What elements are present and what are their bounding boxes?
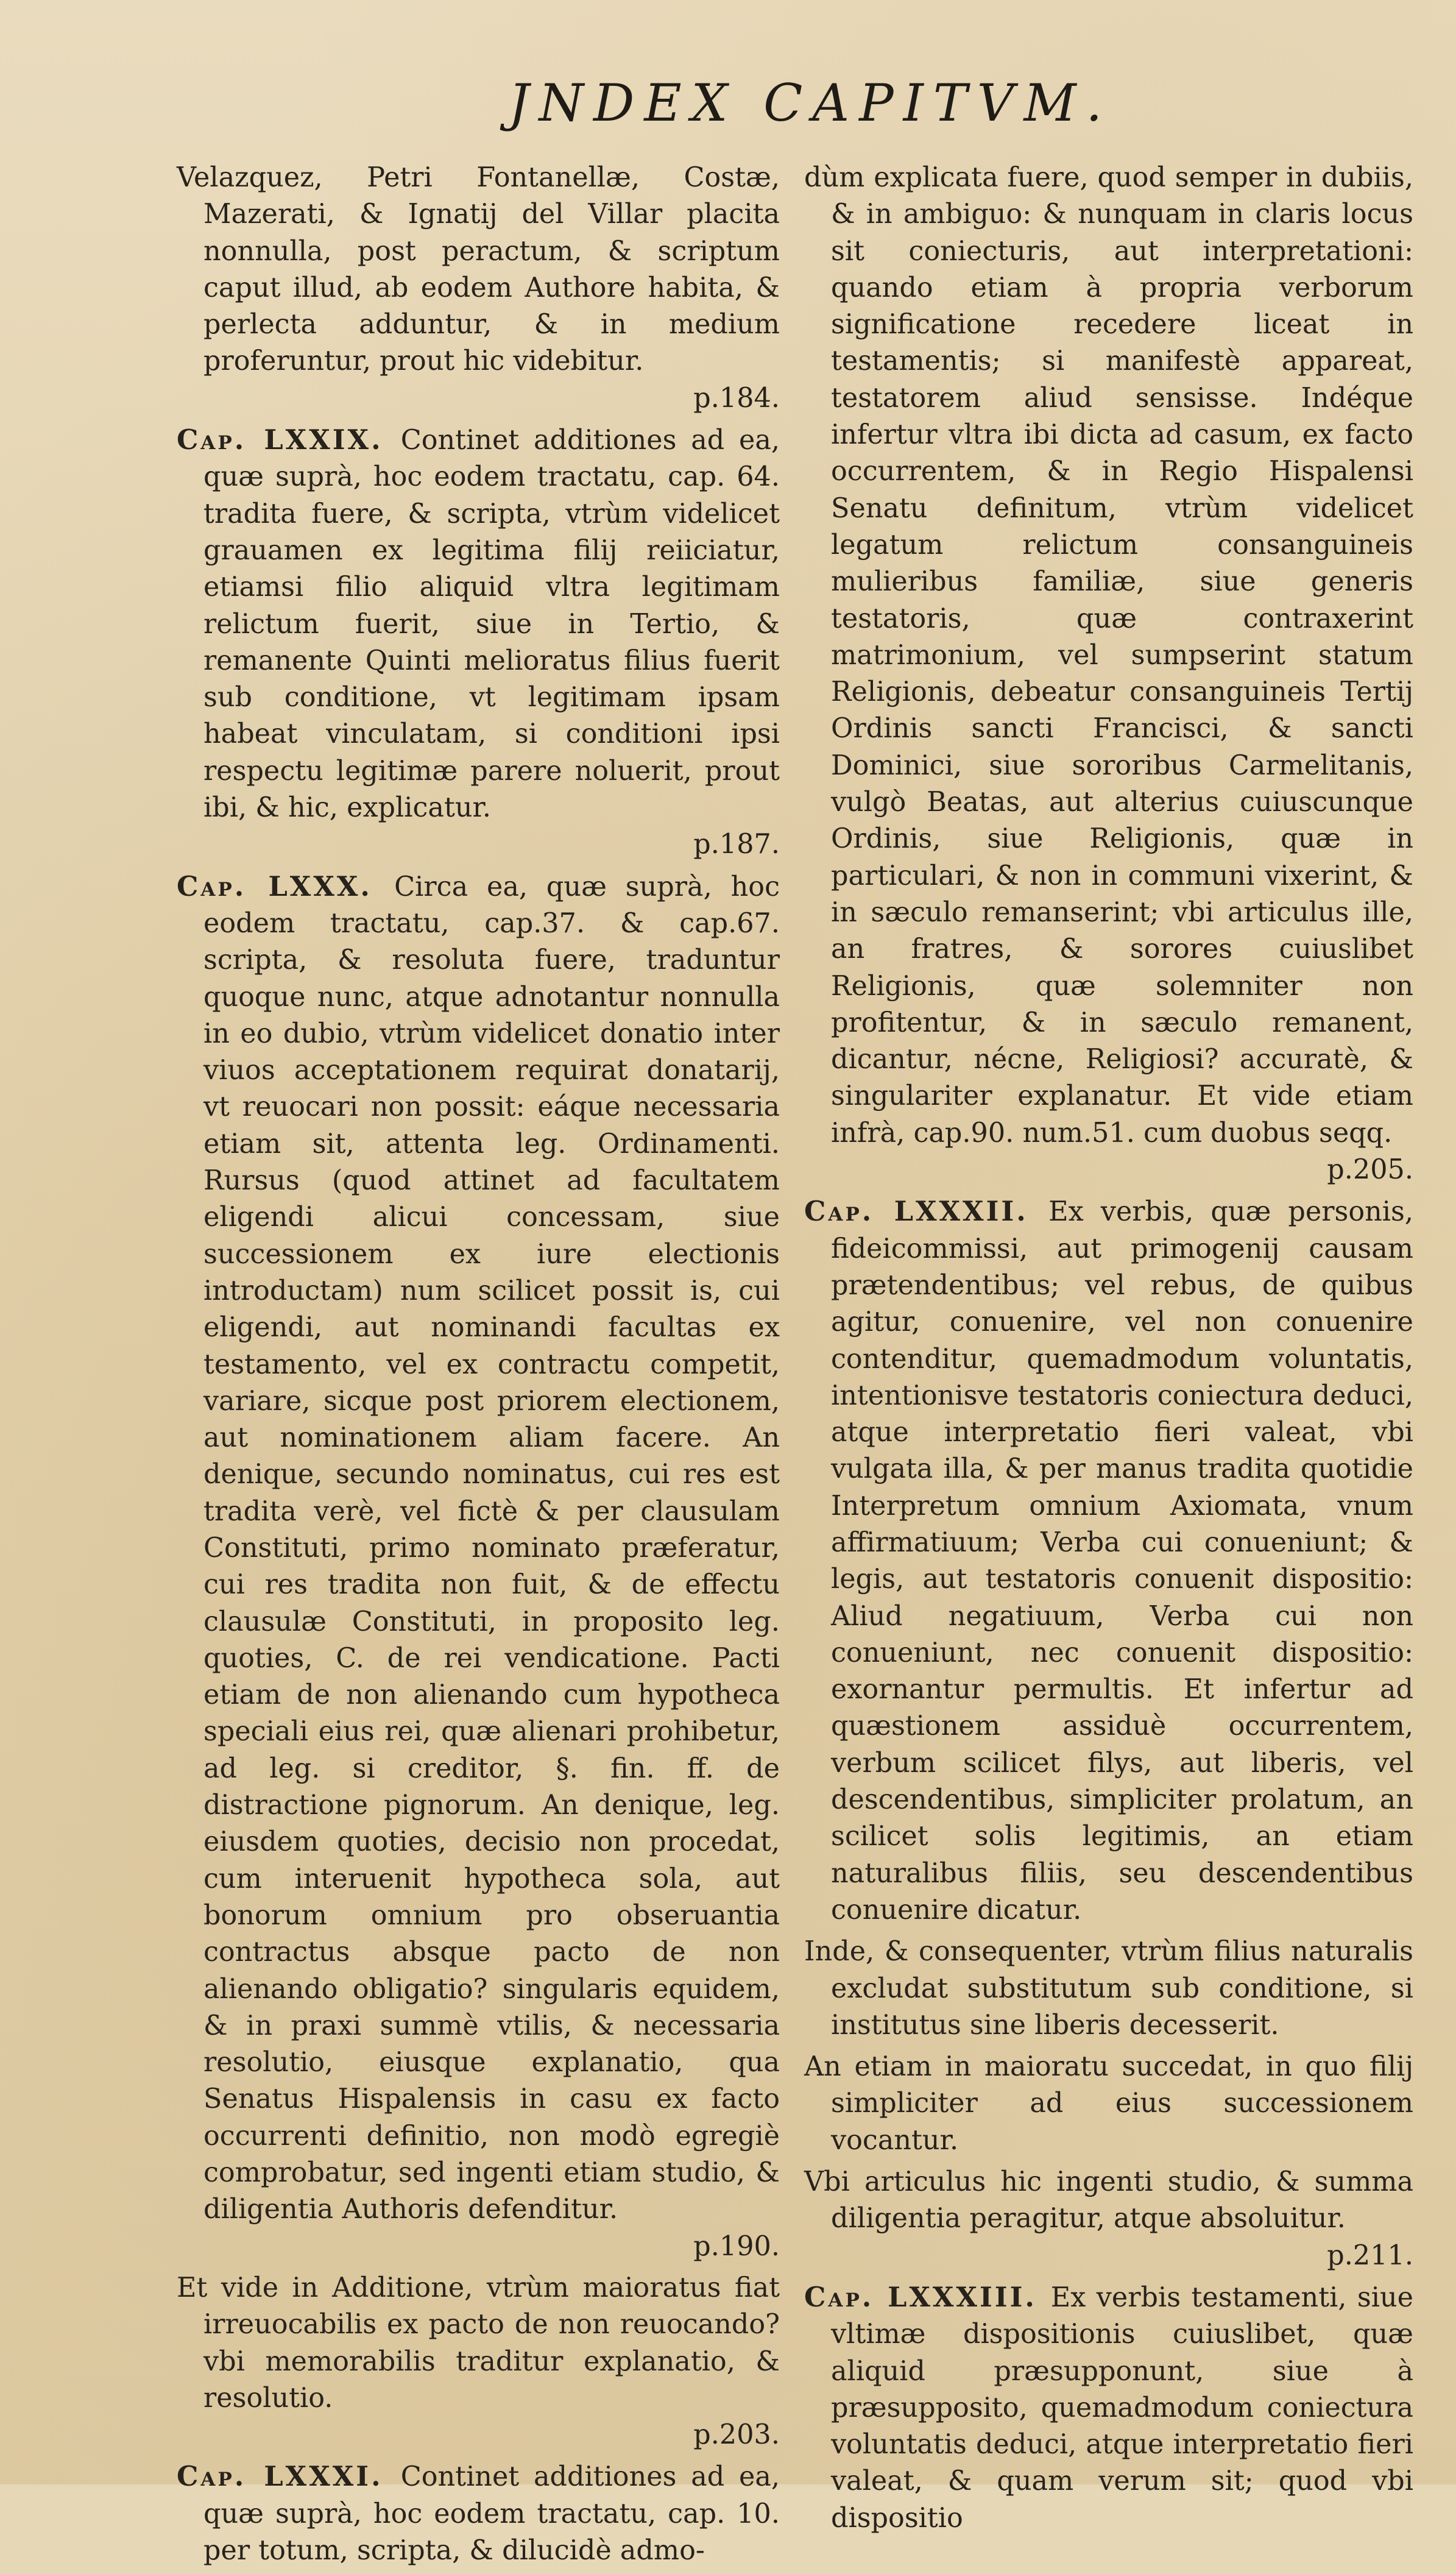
index-entry xyxy=(804,1193,1413,1929)
entry-text: Vbi articulus hic ingenti studio, & summa diligentia peragitur, atque absoluitur. xyxy=(804,2166,1413,2235)
entry-head: Cap. LXXXII. xyxy=(804,1196,1049,1228)
index-entry xyxy=(177,2270,780,2453)
entry-page-number: p.205. xyxy=(1327,1154,1413,1186)
entry-text: Continet additiones ad ea, quæ suprà, hoc eodem tractatu, cap. 64. tradita fuere, & scripta, vtrùm videlicet grauamen ex legitima filij reiiciatur, etiamsi filio aliquid vltra legitimam relictum fuerit, siue in Tertio, & remanente Quinti melioratus filius fuerit sub conditione, vt legitimam ipsam habeat vinculatam, si conditioni ipsi respectu legitimæ parere noluerit, prout ibi, & hic, explicatur. xyxy=(203,425,780,824)
index-entry xyxy=(804,2049,1413,2159)
entry-text: Continet additiones ad ea, quæ suprà, hoc eodem tractatu, cap. 10. per totum, scripta, & dilucidè admo- xyxy=(203,2461,780,2566)
entry-page-number: p.190. xyxy=(693,2230,780,2262)
entry-text: dùm explicata fuere, quod semper in dubiis, & in ambiguo: & nunquam in claris locus sit coniecturis, aut interpretationi: quando etiam à propria verborum significatione recedere liceat in testamentis; si manifestè appareat, testatorem aliud sensisse. Indéque infertur vltra ibi dicta ad casum, ex facto occurrentem, & in Regio Hispalensi Senatu definitum, vtrùm videlicet legatum relictum consanguineis mulieribus familiæ, siue generis testatoris, quæ contraxerint matrimonium, vel sumpserint statum Religionis, debeatur consanguineis Tertij Ordinis sancti Francisci, & sancti Dominici, siue sororibus Carmelitanis, vulgò Beatas, aut alterius cuiuscunque Ordinis, siue Religionis, quæ in particulari, & non in communi vixerint, & in sæculo remanserint; vbi articulus ille, an fratres, & sorores cuiuslibet Religionis, quæ solemniter non profitentur, & in sæculo remanent, dicantur, nécne, Religiosi? accuratè, & singulariter explanatur. Et vide etiam infrà, cap.90. num.51. cum duobus seqq. xyxy=(804,162,1413,1149)
index-entry xyxy=(177,160,780,417)
entry-text: Circa ea, quæ suprà, hoc eodem tractatu, cap.37. & cap.67. scripta, & resoluta fuere, traduntur quoque nunc, atque adnotantur nonnulla in eo dubio, vtrùm videlicet donatio inter viuos acceptationem requirat donatarij, vt reuocari non possit: eáque necessaria etiam sit, attenta leg. Ordinamenti. Rursus (quod attinet ad facultatem eligendi alicui concessam, siue successionem ex iure electionis introductam) num scilicet possit is, cui eligendi, aut nominandi facultas ex testamento, vel ex contractu competit, variare, sicque post priorem electionem, aut nominationem aliam facere. An denique, secundo nominatus, cui res est tradita verè, vel fictè & per clausulam Constituti, primo nominato præferatur, cui res tradita non fuit, & de effectu clausulæ Constituti, in proposito leg. quoties, C. de rei vendicatione. Pacti etiam de non alienando cum hypotheca speciali eius rei, quæ alienari prohibetur, ad leg. si creditor, §. fin. ff. de distractione pignorum. An denique, leg. eiusdem quoties, decisio non procedat, cum interuenit hypotheca sola, aut bonorum omnium pro obseruantia contractus absque pacto de non alienando obligatio? singularis equidem, & in praxi summè vtilis, & necessaria resolutio, eiusque explanatio, qua Senatus Hispalensis in casu ex facto occurrenti definitio, non modò egregiè comprobatur, sed ingenti etiam studio, & diligentia Authoris defenditur. xyxy=(203,871,780,2225)
entry-page-number: p.187. xyxy=(693,829,780,860)
entry-head: Cap. LXXXI. xyxy=(177,2461,401,2493)
index-entry xyxy=(804,2164,1413,2274)
entry-head: Cap. LXXX. xyxy=(177,870,395,902)
index-entry xyxy=(177,2458,780,2569)
entry-text: An etiam in maioratu succedat, in quo filij simpliciter ad eius successionem vocantur. xyxy=(804,2051,1413,2156)
entry-page-number: p.184. xyxy=(693,382,780,414)
page-heading: JNDEX CAPITVM. xyxy=(508,73,1112,133)
index-entry xyxy=(177,422,780,863)
entry-text: Velazquez, Petri Fontanellæ, Costæ, Mazerati, & Ignatij del Villar placita nonnulla, post peractum, & scriptum caput illud, ab eodem Authore habita, & perlecta adduntur, & in medium proferuntur, prout hic videbitur. xyxy=(177,162,780,377)
entry-head: Cap. LXXXIII. xyxy=(804,2281,1051,2313)
entry-page-number: p.211. xyxy=(1327,2239,1413,2271)
entry-text: Ex verbis testamenti, siue vltimæ dispositionis cuiuslibet, quæ aliquid præsupponunt, siue à præsupposito, quemadmodum coniectura voluntatis deduci, atque interpretatio fieri valeat, & quam verum sit; quod vbi dispositio xyxy=(831,2282,1413,2534)
entry-page-number: p.203. xyxy=(693,2419,780,2451)
entry-text: Et vide in Additione, vtrùm maioratus fiat irreuocabilis ex pacto de non reuocando? vbi memorabilis traditur explanatio, & resolutio. xyxy=(177,2272,780,2414)
index-entry xyxy=(177,868,780,2265)
index-entry xyxy=(804,2279,1413,2537)
right-column xyxy=(804,160,1413,2542)
index-entry xyxy=(804,1934,1413,2044)
index-entry xyxy=(804,160,1413,1188)
left-column xyxy=(177,160,780,2574)
entry-text: Inde, & consequenter, vtrùm filius naturalis excludat substitutum sub conditione, si institutus sine liberis decesserit. xyxy=(804,1936,1413,2041)
entry-head: Cap. LXXIX. xyxy=(177,424,401,456)
entry-text: Ex verbis, quæ personis, fideicommissi, aut primogenij causam prætendentibus; vel rebus, de quibus agitur, conuenire, vel non conuenire contenditur, quemadmodum voluntatis, intentionisve testatoris coniectura deduci, atque interpretatio fieri valeat, vbi vulgata illa, & per manus tradita quotidie Interpretum omnium Axiomata, vnum affirmatiuum; Verba cui conueniunt; & legis, aut testatoris conuenit dispositio: Aliud negatiuum, Verba cui non conueniunt, nec conuenit dispositio: exornantur permultis. Et infertur ad quæstionem assiduè occurrentem, verbum scilicet filys, aut liberis, vel descendentibus, simpliciter prolatum, an scilicet solis legitimis, an etiam naturalibus filiis, seu descendentibus conuenire dicatur. xyxy=(831,1196,1413,1926)
